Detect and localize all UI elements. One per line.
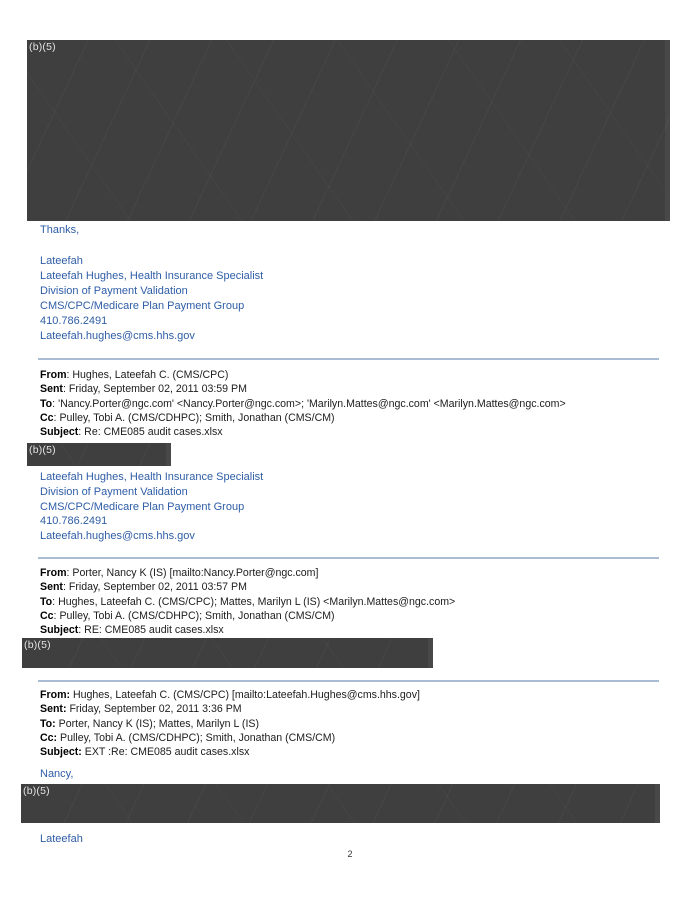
field-colon: : (62, 383, 66, 396)
field-value: Hughes, Lateefah C. (CMS/CPC) [mailto:Lateefah.Hughes@cms.hhs.gov] (72, 689, 420, 701)
field-label: From (40, 369, 67, 381)
signature-email: Lateefah.hughes@cms.hhs.gov (40, 530, 195, 543)
field-value: 'Nancy.Porter@ngc.com' <Nancy.Porter@ngc.com>; 'Marilyn.Mattes@ngc.com' <Marilyn.Mattes@ngc.com> (58, 397, 566, 410)
field-value: RE: CME085 audit cases.xlsx (84, 624, 224, 637)
email-header-2 (40, 566, 455, 637)
field-value: Friday, September 02, 2011 03:57 PM (68, 581, 247, 594)
field-value: Re: CME085 audit cases.xlsx (84, 426, 223, 439)
field-value: Hughes, Lateefah C. (CMS/CPC); Mattes, Marilyn L (IS) <Marilyn.Mattes@ngc.com> (58, 595, 456, 608)
header-field-to (40, 397, 566, 411)
field-colon: : (78, 624, 82, 637)
signature-line: CMS/CPC/Medicare Plan Payment Group (40, 300, 245, 313)
header-field-to (40, 717, 420, 731)
redaction-block-mid (22, 638, 433, 668)
email-header-1 (40, 368, 566, 439)
redaction-exemption-label: (b)(5) (24, 639, 51, 651)
header-field-cc (40, 609, 455, 623)
header-field-sent (40, 702, 420, 716)
redaction-block-signature (27, 443, 171, 466)
redaction-exemption-label: (b)(5) (23, 785, 50, 797)
field-colon: : (52, 595, 56, 608)
redaction-exemption-label: (b)(5) (29, 41, 56, 53)
redaction-block-top (27, 40, 670, 221)
signature-line: Division of Payment Validation (40, 485, 188, 498)
header-field-to (40, 595, 455, 609)
header-field-subject (40, 745, 420, 759)
field-label: Subject (40, 426, 79, 439)
greeting-text: Nancy, (40, 768, 74, 780)
header-field-sent (40, 580, 455, 594)
field-value: Hughes, Lateefah C. (CMS/CPC) (72, 369, 229, 381)
field-label: Cc (40, 411, 54, 424)
signature-block-1 (40, 254, 263, 345)
field-value: Pulley, Tobi A. (CMS/CDHPC); Smith, Jonathan (CMS/CM) (59, 411, 335, 424)
redaction-exemption-label: (b)(5) (29, 444, 56, 456)
field-label: From: (40, 689, 71, 701)
header-field-sent (40, 382, 566, 396)
header-field-from (40, 368, 566, 382)
redaction-block-bottom (21, 784, 660, 823)
header-field-cc (40, 731, 420, 745)
field-colon: : (66, 369, 70, 381)
field-colon: : (52, 397, 56, 410)
field-label: To (40, 595, 53, 608)
header-field-subject (40, 425, 566, 439)
email-header-3 (40, 688, 420, 759)
signature-line: 410.786.2491 (40, 315, 108, 328)
field-label: Cc (40, 609, 54, 622)
closing-text: Thanks, (40, 224, 80, 236)
field-value: Porter, Nancy K (IS); Mattes, Marilyn L (IS) (58, 717, 259, 730)
divider (38, 557, 659, 559)
header-field-from (40, 566, 455, 580)
signature-line: Division of Payment Validation (40, 285, 188, 298)
field-value: Pulley, Tobi A. (CMS/CDHPC); Smith, Jonathan (CMS/CM) (59, 609, 335, 622)
field-colon: : (78, 426, 82, 439)
header-field-subject (40, 623, 455, 637)
field-label: To: (40, 717, 56, 730)
signature-line: 410.786.2491 (40, 515, 108, 528)
field-label: Subject: (40, 746, 82, 759)
header-field-from (40, 688, 420, 702)
signature-email: Lateefah.hughes@cms.hhs.gov (40, 330, 195, 343)
signature-line: Lateefah Hughes, Health Insurance Specialist (40, 270, 264, 283)
field-colon: : (53, 411, 57, 424)
signoff-text: Lateefah (40, 833, 83, 845)
field-value: EXT :Re: CME085 audit cases.xlsx (84, 746, 250, 759)
header-field-cc (40, 411, 566, 425)
page-number: 2 (347, 849, 353, 859)
field-value: Porter, Nancy K (IS) [mailto:Nancy.Porter@ngc.com] (72, 567, 319, 579)
signature-line: Lateefah Hughes, Health Insurance Specialist (40, 471, 264, 483)
field-value: Pulley, Tobi A. (CMS/CDHPC); Smith, Jonathan (CMS/CM) (60, 731, 336, 744)
divider (38, 680, 659, 682)
field-colon: : (53, 609, 57, 622)
signature-block-2 (40, 470, 263, 544)
field-label: Cc: (40, 731, 58, 744)
divider (38, 358, 659, 360)
field-colon: : (66, 567, 70, 579)
signature-line: CMS/CPC/Medicare Plan Payment Group (40, 500, 245, 513)
field-label: Sent: (40, 703, 67, 716)
signature-line: Lateefah (40, 255, 83, 267)
field-label: Sent (40, 581, 63, 594)
field-value: Friday, September 02, 2011 03:59 PM (68, 383, 247, 396)
field-label: From (40, 567, 67, 579)
field-colon: : (62, 581, 66, 594)
field-value: Friday, September 02, 2011 3:36 PM (69, 703, 242, 716)
field-label: Subject (40, 624, 79, 637)
field-label: Sent (40, 383, 63, 396)
field-label: To (40, 397, 53, 410)
